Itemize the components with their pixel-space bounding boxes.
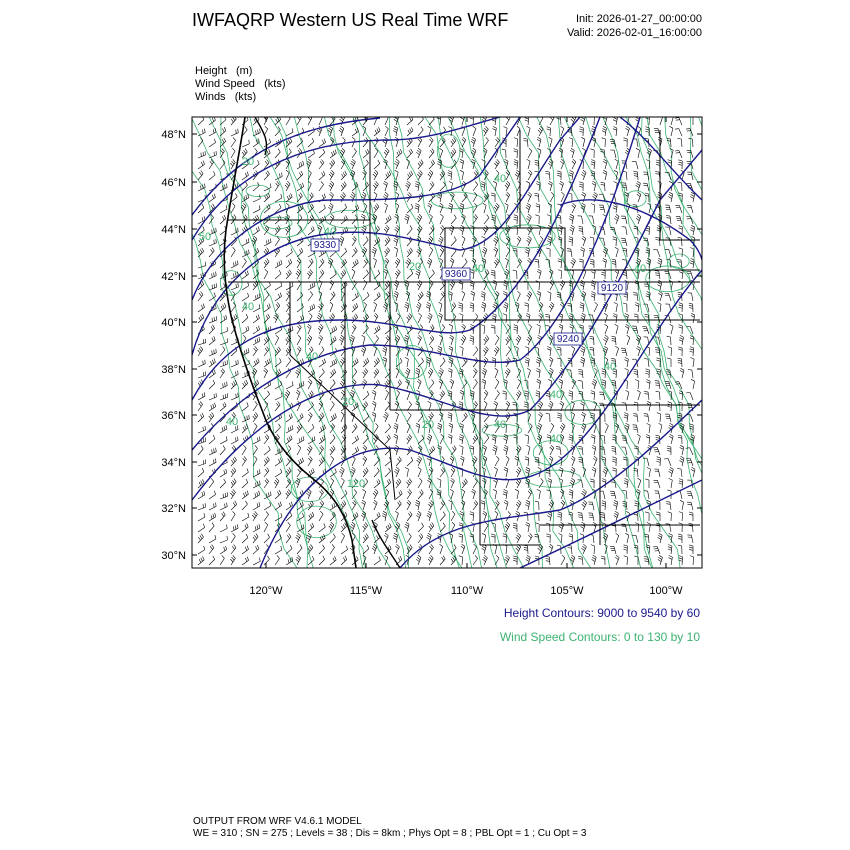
lat-tick-label: 38°N <box>161 364 186 376</box>
wind-speed-contour-label: 40 <box>603 361 617 373</box>
wind-speed-contour-label: 40 <box>633 263 647 275</box>
field-wind-speed-name: Wind Speed <box>195 78 255 90</box>
field-winds-name: Winds <box>195 91 226 103</box>
lon-tick-label: 105°W <box>550 585 584 597</box>
wind-speed-contours-caption: Wind Speed Contours: 0 to 130 by 10 <box>499 630 700 644</box>
wind-speed-contour-label: 20 <box>421 419 435 431</box>
lon-tick-label: 120°W <box>249 585 283 597</box>
wind-speed-contour-label: 40 <box>493 173 507 185</box>
lat-tick-label: 44°N <box>161 224 186 236</box>
init-time: Init: 2026-01-27_00:00:00 <box>576 13 702 25</box>
wind-speed-contour-label: 40 <box>225 416 239 428</box>
lat-tick-label: 46°N <box>161 177 186 189</box>
longitude-labels <box>249 585 683 597</box>
wind-speed-contour-label: 40 <box>471 263 485 275</box>
field-height-unit: (m) <box>235 65 253 77</box>
lon-tick-label: 100°W <box>649 585 683 597</box>
wind-speed-contour-label: 40 <box>323 226 337 238</box>
wind-speed-contour-label: 40 <box>549 433 563 445</box>
lat-tick-label: 30°N <box>161 550 186 562</box>
field-height-name: Height <box>195 65 227 77</box>
latitude-labels <box>161 129 186 562</box>
wind-speed-contour-label: 20 <box>408 261 422 273</box>
lat-tick-label: 42°N <box>161 271 186 283</box>
map-title: IWFAQRP Western US Real Time WRF <box>192 10 509 30</box>
footer-model: OUTPUT FROM WRF V4.6.1 MODEL <box>193 816 362 827</box>
footer-config: WE = 310 ; SN = 275 ; Levels = 38 ; Dis = 8km ; Phys Opt = 8 ; PBL Opt = 1 ; Cu Opt = 3 <box>193 828 587 839</box>
wind-speed-contour-label: 120 <box>346 478 366 490</box>
valid-time: Valid: 2026-02-01_16:00:00 <box>567 27 702 39</box>
lat-tick-label: 32°N <box>161 503 186 515</box>
lon-tick-label: 115°W <box>349 585 383 597</box>
wind-speed-contour-label: 40 <box>493 419 507 431</box>
height-contour-label <box>311 239 339 251</box>
wind-speed-contour-label: 40 <box>549 389 563 401</box>
wind-speed-contour-line <box>681 107 850 585</box>
height-contour-label <box>598 282 626 294</box>
height-contour-label <box>442 268 470 280</box>
lat-tick-label: 36°N <box>161 410 186 422</box>
wind-speed-contour-line <box>699 107 850 585</box>
wind-speed-contour-label: 20 <box>241 156 255 168</box>
lon-tick-label: 110°W <box>450 585 484 597</box>
wind-speed-contour-label: 20 <box>341 396 355 408</box>
wind-speed-contour-label: 40 <box>241 301 255 313</box>
height-contour-label <box>554 333 582 345</box>
lat-tick-label: 40°N <box>161 317 186 329</box>
lat-tick-label: 48°N <box>161 129 186 141</box>
field-wind-speed-unit: (kts) <box>264 78 286 90</box>
height-contours-caption: Height Contours: 9000 to 9540 by 60 <box>503 606 700 620</box>
field-winds-unit: (kts) <box>234 91 257 103</box>
lat-tick-label: 34°N <box>161 457 186 469</box>
wind-speed-contour-label: 40 <box>305 351 319 363</box>
wind-speed-contour-label: 50 <box>198 231 212 243</box>
wind-speed-contour-line <box>721 107 850 585</box>
